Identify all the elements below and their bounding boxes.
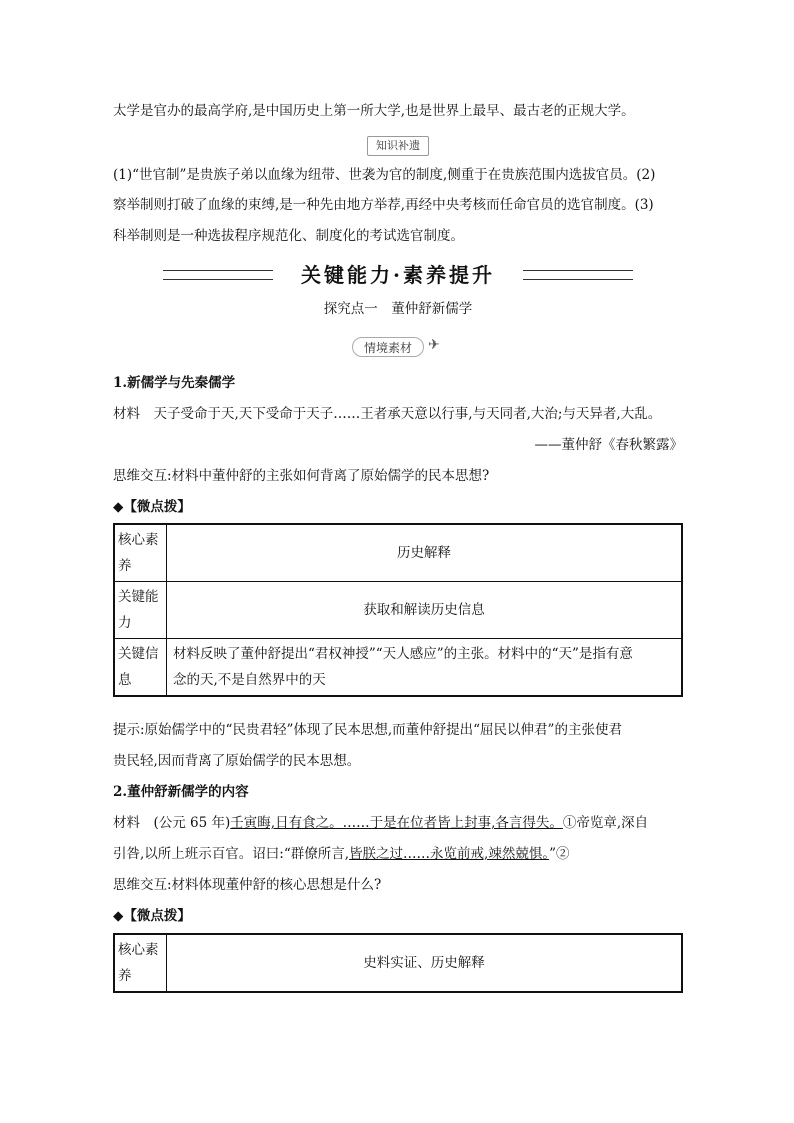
section-banner xyxy=(163,262,633,288)
knowledge-line-3: 科举制则是一种选拔程序规范化、制度化的考试选官制度。 xyxy=(113,228,464,244)
section1-heading: 1.新儒学与先秦儒学 xyxy=(113,375,236,391)
section2-heading: 2.董仲舒新儒学的内容 xyxy=(113,784,249,800)
table-row xyxy=(114,639,682,697)
intro-line: 太学是官办的最高学府,是中国历史上第一所大学,也是世界上最早、最古老的正规大学。 xyxy=(113,103,635,119)
context-tag-label: 情境素材 xyxy=(352,337,424,357)
section1-source: ——董仲舒《春秋繁露》 xyxy=(534,437,683,453)
knowledge-line-2: 察举制则打破了血缘的束缚,是一种先由地方举荐,再经中央考核而任命官员的选官制度。(3) xyxy=(113,197,654,213)
banner-title: 关键能力·素养提升 xyxy=(301,263,495,287)
diamond-icon: ◆ xyxy=(113,499,124,515)
section1-material: 材料 天子受命于天,天下受命于天子……王者承天意以行事,与天同者,大治;与天异者,大乱。 xyxy=(113,406,662,422)
table-value-cell: 历史解释 xyxy=(167,524,683,582)
explore-point-title: 探究点一 董仲舒新儒学 xyxy=(323,301,473,317)
section1-tip-table xyxy=(113,523,683,697)
section1-question: 思维交互:材料中董仲舒的主张如何背离了原始儒学的民本思想? xyxy=(113,468,490,484)
section1-tip-label xyxy=(113,497,683,517)
underlined-quote-2: 皆朕之过……永览前戒,竦然兢惧。 xyxy=(349,846,550,862)
section1-hint-line-1: 提示:原始儒学中的“民贵君轻”体现了民本思想,而董仲舒提出“屈民以伸君”的主张使君 xyxy=(113,722,622,738)
table-value-cell: 获取和解读历史信息 xyxy=(167,582,683,639)
table-value-cell: 史料实证、历史解释 xyxy=(167,934,683,992)
knowledge-supplement-tag: 知识补遗 xyxy=(367,136,429,156)
section2-tip-table xyxy=(113,933,683,993)
diamond-icon: ◆ xyxy=(113,908,124,924)
table-row xyxy=(114,524,682,582)
table-row xyxy=(114,934,682,992)
section1-hint-line-2: 贵民轻,因而背离了原始儒学的民本思想。 xyxy=(113,753,361,769)
tip-label-text: 【微点拨】 xyxy=(123,499,191,515)
knowledge-line-1: (1)“世官制”是贵族子弟以血缘为纽带、世袭为官的制度,侧重于在贵族范围内选拔官员。(2) xyxy=(113,167,656,183)
paper-plane-icon: ✈ xyxy=(428,337,440,353)
table-value-cell: 材料反映了董仲舒提出“君权神授”“天人感应”的主张。材料中的“天”是指有意 念的天,不是自然界中的天 xyxy=(167,639,683,697)
section2-material-line-1: 材料 (公元 65 年)壬寅晦,日有食之。……于是在位者皆上封事,各言得失。①帝览章,深自 xyxy=(113,815,649,831)
context-material-tag xyxy=(352,337,448,357)
section2-material-line-2: 引咎,以所上班示百官。诏曰:“群僚所言,皆朕之过……永览前戒,竦然兢惧。”② xyxy=(113,846,570,862)
table-key-cell: 核心素 养 xyxy=(114,524,167,582)
section2-question: 思维交互:材料体现董仲舒的核心思想是什么? xyxy=(113,877,382,893)
banner-rule-right xyxy=(523,270,633,280)
table-key-cell: 关键信 息 xyxy=(114,639,167,697)
underlined-quote-1: 壬寅晦,日有食之。……于是在位者皆上封事,各言得失。 xyxy=(230,815,563,831)
table-key-cell: 关键能 力 xyxy=(114,582,167,639)
section2-tip-label xyxy=(113,906,683,926)
banner-rule-left xyxy=(163,270,273,280)
tip-label-text: 【微点拨】 xyxy=(123,908,191,924)
table-key-cell: 核心素 养 xyxy=(114,934,167,992)
table-row xyxy=(114,582,682,639)
